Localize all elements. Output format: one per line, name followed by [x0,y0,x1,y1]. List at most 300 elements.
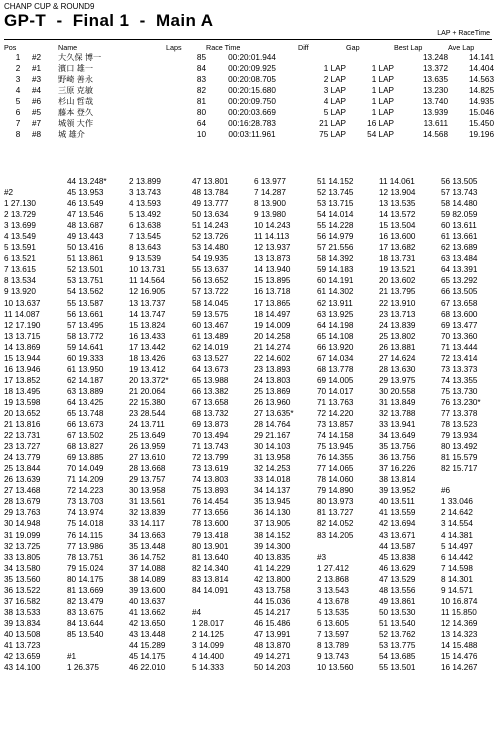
col-avg-lap: Ave Lap [448,42,475,52]
lap-entry: 14 13.869 [4,342,41,352]
lap-entry: 64 13.425 [67,397,104,407]
lap-column [379,176,441,673]
lap-entry: 61 14.302 [317,287,354,297]
lap-entry: 81 15.579 [441,453,478,463]
lap-entry: 44 13.248* [67,177,107,186]
lap-entry: 30 14.103 [254,442,291,452]
lap-entry: 59 82.059 [441,210,478,220]
lap-column [192,176,254,673]
header-divider [4,39,492,40]
lap-entry: 2 13.899 [129,177,161,186]
lap-times-grid [4,176,494,743]
lap-entry: 30 14.948 [4,519,41,529]
lap-entry: 13 13.535 [379,199,416,209]
result-avg: 15.450 [468,119,494,128]
lap-entry: 62 13.689 [441,243,478,253]
lap-entry: 29 13.763 [4,508,41,518]
lap-column [67,176,129,673]
lap-entry: 8 13.789 [317,640,349,650]
lap-entry: 62 14.019 [192,342,229,352]
lap-entry: 51 13.540 [379,618,416,628]
lap-entry [4,176,66,187]
lap-entry: 74 13.803 [192,475,229,485]
lap-entry: 49 14.271 [254,652,291,662]
result-diff: 75 LAP [319,130,346,139]
lap-column [441,176,494,673]
lap-entry: 36 14.130 [254,508,291,518]
lap-entry: 78 13.600 [192,519,229,529]
lap-entry: 85 13.540 [67,629,104,639]
lap-entry: 80 13.901 [192,541,229,551]
lap-entry: 37 16.582 [4,596,41,606]
lap-entry: 44 15.289 [129,640,166,650]
lap-entry: 1 33.046 [441,497,473,507]
lap-entry: 43 13.671 [379,530,416,540]
results-table [4,42,494,140]
lap-entry: 9 13.743 [317,652,349,662]
lap-entry: 24 13.839 [379,320,416,330]
lap-entry: 48 13.687 [67,221,104,231]
lap-entry: 36 13.756 [379,453,416,463]
lap-entry: 73 13.857 [317,420,354,430]
lap-entry: 45 13.838 [379,552,416,562]
lap-entry: 16 13.433 [129,331,166,341]
lap-entry: 11 15.850 [441,607,477,617]
result-laps: 80 [196,108,206,117]
lap-entry: 59 14.183 [317,265,354,275]
lap-entry: 40 13.508 [4,629,41,639]
lap-entry: 84 13.644 [67,618,104,628]
lap-entry: 69 13.885 [67,453,104,463]
result-row [4,96,494,107]
lap-entry: 66 13.505 [441,287,478,297]
lap-entry: 10 13.731 [129,265,166,275]
lap-entry: 5 13.492 [129,210,161,220]
lap-entry: 4 13.593 [129,199,161,209]
lap-entry: 63 13.889 [67,386,104,396]
lap-entry: 14 13.572 [379,210,416,220]
lap-entry: 39 13.834 [4,618,41,628]
lap-entry: 62 14.187 [67,375,104,385]
lap-entry: 8 14.301 [441,574,473,584]
lap-entry: 1 28.017 [192,618,224,628]
lap-entry: 48 13.870 [254,640,291,650]
lap-entry: 5 13.591 [4,243,36,253]
lap-entry: 35 13.756 [379,442,416,452]
lap-entry: 17 13.682 [379,243,416,253]
lap-entry: 81 13.727 [317,508,354,518]
lap-entry [317,541,379,552]
lap-entry: 80 13.973 [317,497,354,507]
result-best: 13.939 [422,108,448,117]
lap-entry: 33 13.941 [379,420,416,430]
result-name: 野崎 善永 [58,75,94,84]
lap-entry: 77 13.378 [441,408,478,418]
lap-entry: 60 19.333 [67,353,104,363]
lap-entry: 50 14.203 [254,663,291,673]
lap-entry: 34 13.663 [129,530,166,540]
lap-entry: 51 14.152 [317,177,354,186]
lap-entry: 77 13.986 [67,541,104,551]
lap-entry: 32 13.725 [4,541,41,551]
result-laps: 82 [196,86,206,95]
lap-entry: 65 13.988 [192,375,229,385]
driver-lap-header: #3 [317,552,327,562]
lap-entry: 80 14.175 [67,574,104,584]
lap-entry: 12 13.904 [379,188,416,198]
lap-entry: 1 26.375 [67,663,99,673]
lap-entry: 41 13.662 [129,607,166,617]
lap-entry: 70 14.049 [67,464,104,474]
result-time: 00:16:28.783 [228,119,276,128]
result-best: 13.740 [422,97,448,106]
lap-entry: 64 13.391 [441,265,478,275]
lap-entry: 46 15.486 [254,618,291,628]
lap-entry: 61 13.489 [192,331,229,341]
lap-entry: 52 13.726 [192,232,229,242]
lap-entry: 56 14.979 [317,232,354,242]
lap-entry: 3 13.543 [317,585,349,595]
lap-entry: 52 13.762 [379,629,416,639]
lap-entry: 22 13.910 [379,298,416,308]
lap-entry: 32 13.839 [129,508,166,518]
lap-entry: 70 14.017 [317,386,354,396]
lap-entry: 29 13.757 [129,475,166,485]
lap-entry: 50 13.416 [67,243,104,253]
result-avg: 15.046 [468,108,494,117]
driver-lap-header: #4 [192,607,202,617]
lap-entry: 31 13.561 [129,497,166,507]
result-avg: 19.196 [468,130,494,139]
lap-entry: 29 13.975 [379,375,416,385]
result-row [4,63,494,74]
lap-entry: 57 13.495 [67,320,104,330]
lap-entry: 42 13.659 [4,652,41,662]
result-pos: 5 [15,97,21,106]
lap-entry: 67 13.658 [441,298,478,308]
lap-entry: 4 14.400 [192,652,224,662]
lap-entry: 18 13.495 [4,386,41,396]
lap-entry: 13 14.323 [441,629,478,639]
lap-entry: 6 13.521 [4,254,36,264]
lap-entry: 58 13.772 [67,331,104,341]
lap-entry: 14 15.488 [441,640,478,650]
lap-entry: 11 14.564 [129,276,165,286]
result-num: #7 [32,119,42,128]
lap-entry: 1 27.412 [317,563,349,573]
lap-entry: 54 14.014 [317,210,354,220]
lap-entry: 10 13.560 [317,663,354,673]
lap-entry: 60 14.191 [317,276,354,286]
lap-entry: 17 13.852 [4,375,41,385]
lap-entry: 51 14.243 [192,221,229,231]
lap-entry: 57 21.556 [317,243,354,253]
result-diff: 3 LAP [323,86,346,95]
lap-entry: 28 13.630 [379,364,416,374]
result-time: 00:20:01.944 [228,53,276,62]
col-gap: Gap [346,42,360,52]
lap-entry: 28 14.764 [254,420,291,430]
result-time: 00:20:15.680 [228,86,276,95]
lap-entry: 4 13.678 [317,596,349,606]
lap-entry [441,474,494,485]
lap-entry: 60 13.611 [441,221,477,231]
lap-column [254,176,316,673]
result-time: 00:20:09.750 [228,97,276,106]
lap-entry: 9 14.571 [441,585,473,595]
lap-entry: 40 13.835 [254,552,291,562]
lap-entry: 13 13.737 [129,298,166,308]
lap-entry: 13 13.873 [254,254,291,264]
lap-entry: 72 14.223 [67,486,104,496]
lap-entry: 60 13.467 [192,320,229,330]
result-pos: 6 [15,108,21,117]
lap-entry: 38 13.533 [4,607,41,617]
lap-entry: 53 13.775 [379,640,416,650]
lap-entry: 44 13.587 [379,541,416,551]
result-diff [298,52,346,63]
col-race-time: Race Time [206,42,241,52]
lap-entry: 36 14.752 [129,552,166,562]
results-header-row [4,42,494,52]
lap-entry: 76 14.115 [67,530,103,540]
col-diff: Diff [298,42,309,52]
result-name: 藤本 登久 [58,108,94,117]
lap-entry: 72 13.414 [441,353,478,363]
lap-entry: 15 13.895 [254,276,291,286]
lap-entry: 27 14.624 [379,353,416,363]
lap-entry: 50 13.530 [379,607,416,617]
lap-entry: 9 13.539 [129,254,161,264]
result-gap: 1 LAP [371,75,394,84]
lap-entry: 13 13.715 [4,331,41,341]
lap-column [129,176,191,673]
lap-entry: 53 13.751 [67,276,104,286]
lap-entry: 65 14.108 [317,331,354,341]
result-gap: 1 LAP [371,86,394,95]
result-pos: 4 [15,86,21,95]
driver-lap-header: #1 [67,652,77,662]
lap-entry: 8 13.643 [129,243,161,253]
lap-entry: 12 13.937 [254,243,291,253]
result-pos: 1 [15,53,21,62]
result-laps: 10 [196,130,206,139]
lap-entry: 36 13.522 [4,585,41,595]
lap-entry: 45 13.953 [67,188,104,198]
lap-entry: 47 13.546 [67,210,104,220]
lap-entry: 11 14.087 [4,309,40,319]
lap-entry: 68 13.732 [192,408,229,418]
lap-entry: 27 13.468 [4,486,41,496]
result-diff: 5 LAP [323,108,346,117]
result-num: #5 [32,108,42,117]
lap-column [4,176,66,673]
lap-entry: 69 13.873 [192,420,229,430]
lap-entry: 32 13.788 [379,408,416,418]
col-pos: Pos [4,42,17,52]
lap-entry: 3 14.099 [192,640,224,650]
lap-entry: 26 13.639 [4,475,41,485]
lap-entry: 31 13.958 [254,453,291,463]
lap-entry: 41 13.723 [4,640,41,650]
lap-entry: 70 13.360 [441,331,478,341]
lap-entry: 5 14.497 [441,541,473,551]
result-diff: 4 LAP [323,97,346,106]
lap-entry: 30 13.958 [129,486,166,496]
lap-entry: 30 20.558 [379,386,416,396]
result-time: 00:20:09.925 [228,64,276,73]
lap-entry: 20 13.372* [129,375,169,385]
lap-entry: 33 14.018 [254,475,291,485]
lap-entry: 74 13.974 [67,508,104,518]
col-best-lap: Best Lap [394,42,423,52]
lap-entry: 39 14.300 [254,541,291,551]
lap-entry: 5 14.333 [192,663,224,673]
lap-entry: 27 13.610 [129,453,166,463]
lap-entry: 74 13.355 [441,375,478,385]
lap-entry: 45 14.175 [129,652,166,662]
lap-entry: 78 13.523 [441,420,478,430]
lap-entry: 19 14.009 [254,320,291,330]
lap-entry: 66 13.382 [192,386,229,396]
lap-entry: 19 13.521 [379,265,416,275]
lap-entry: 19 13.412 [129,364,166,374]
lap-entry: 65 13.292 [441,276,478,286]
lap-entry: 2 13.729 [4,210,36,220]
lap-entry: 43 13.758 [254,585,291,595]
lap-entry: 29 21.167 [254,431,291,441]
lap-entry: 69 13.477 [441,320,478,330]
lap-entry: 5 13.535 [317,607,349,617]
result-num: #4 [32,86,42,95]
lap-entry: 70 13.494 [192,431,229,441]
lap-entry: 75 13.730 [441,386,478,396]
lap-entry: 6 13.638 [129,221,161,231]
result-name: 杉山 哲哉 [58,97,94,106]
lap-entry: 55 13.637 [192,265,229,275]
result-num: #1 [32,64,42,73]
lap-entry: 79 13.418 [192,530,229,540]
lap-entry: 71 14.209 [67,475,104,485]
lap-entry: 26 13.881 [379,342,416,352]
result-num: #6 [32,97,42,106]
lap-entry: 66 13.673 [67,420,104,430]
lap-entry: 76 14.355 [317,453,354,463]
lap-entry: 75 13.945 [317,442,354,452]
lap-entry: 17 13.442 [129,342,166,352]
lap-entry: 3 13.743 [129,188,161,198]
lap-entry: 72 13.799 [192,453,229,463]
lap-entry: 15 14.476 [441,652,478,662]
result-laps: 83 [196,75,206,84]
result-avg: 14.825 [468,86,494,95]
lap-entry: 9 13.980 [254,210,286,220]
lap-entry [67,640,129,651]
lap-entry: 6 13.977 [254,177,286,186]
lap-entry: 22 14.602 [254,353,291,363]
lap-entry: 23 13.713 [379,309,416,319]
lap-entry: 45 14.217 [254,607,291,617]
result-diff: 1 LAP [323,64,346,73]
lap-entry: 6 13.605 [317,618,349,628]
lap-entry: 72 14.220 [317,408,354,418]
lap-entry: 61 13.661 [441,232,478,242]
lap-entry: 81 13.640 [192,552,229,562]
lap-entry: 58 14.045 [192,298,229,308]
lap-entry: 25 13.869 [254,386,291,396]
lap-entry: 48 13.556 [379,585,416,595]
lap-entry: 73 13.619 [192,464,229,474]
lap-entry: 24 13.803 [254,375,291,385]
lap-entry: 78 13.751 [67,552,104,562]
lap-entry: 53 13.715 [317,199,354,209]
lap-entry: 28 13.668 [129,464,166,474]
lap-entry: 35 13.448 [129,541,166,551]
lap-entry: 83 14.205 [317,530,354,540]
lap-entry: 16 13.600 [379,232,416,242]
lap-entry: 25 13.844 [4,464,41,474]
lap-entry: 73 13.373 [441,364,478,374]
lap-entry: 79 15.024 [67,563,104,573]
lap-entry: 53 14.480 [192,243,229,253]
lap-entry: 1 27.130 [4,199,36,209]
result-time: 00:20:03.669 [228,108,276,117]
result-best: 13.635 [422,75,448,84]
lap-entry: 26 13.960 [254,397,291,407]
lap-entry: 8 13.534 [4,276,36,286]
lap-entry: 55 13.501 [379,663,416,673]
result-name: 濱口 雄一 [58,64,94,73]
col-name: Name [58,42,78,52]
lap-entry: 15 13.944 [4,353,41,363]
lap-entry: 63 13.484 [441,254,478,264]
lap-entry: 8 13.900 [254,199,286,209]
lap-entry: 15 13.824 [129,320,166,330]
lap-entry: 55 14.228 [317,221,354,231]
lap-entry: 21 13.816 [4,420,41,430]
lap-entry: 23 13.893 [254,364,291,374]
lap-entry: 2 14.125 [192,629,224,639]
lap-entry: 81 13.669 [67,585,104,595]
event-name: CHANP CUP & ROUND9 [4,2,95,11]
lap-entry: 2 14.642 [441,508,473,518]
result-laps: 85 [196,53,206,62]
result-row [4,85,494,96]
lap-entry: 74 14.158 [317,431,354,441]
lap-entry: 35 13.560 [4,574,41,584]
lap-entry: 49 13.777 [192,199,229,209]
result-pos: 2 [15,64,21,73]
lap-entry: 79 14.890 [317,486,354,496]
lap-entry: 23 13.727 [4,442,41,452]
lap-entry: 46 13.629 [379,563,416,573]
lap-entry: 83 13.675 [67,607,104,617]
lap-entry: 34 13.649 [379,431,416,441]
result-pos: 7 [15,119,21,128]
lap-entry: 54 19.935 [192,254,229,264]
lap-entry: 51 13.861 [67,254,104,264]
result-row [4,107,494,118]
result-gap: 1 LAP [371,108,394,117]
lap-entry: 76 14.454 [192,497,229,507]
lap-entry: 23 28.544 [129,408,166,418]
result-gap [346,52,394,63]
lap-entry: 38 14.089 [129,574,166,584]
lap-entry: 25 13.802 [379,331,416,341]
lap-entry: 68 13.778 [317,364,354,374]
lap-entry: 27 13.635* [254,408,294,418]
driver-lap-header: #2 [4,188,14,198]
